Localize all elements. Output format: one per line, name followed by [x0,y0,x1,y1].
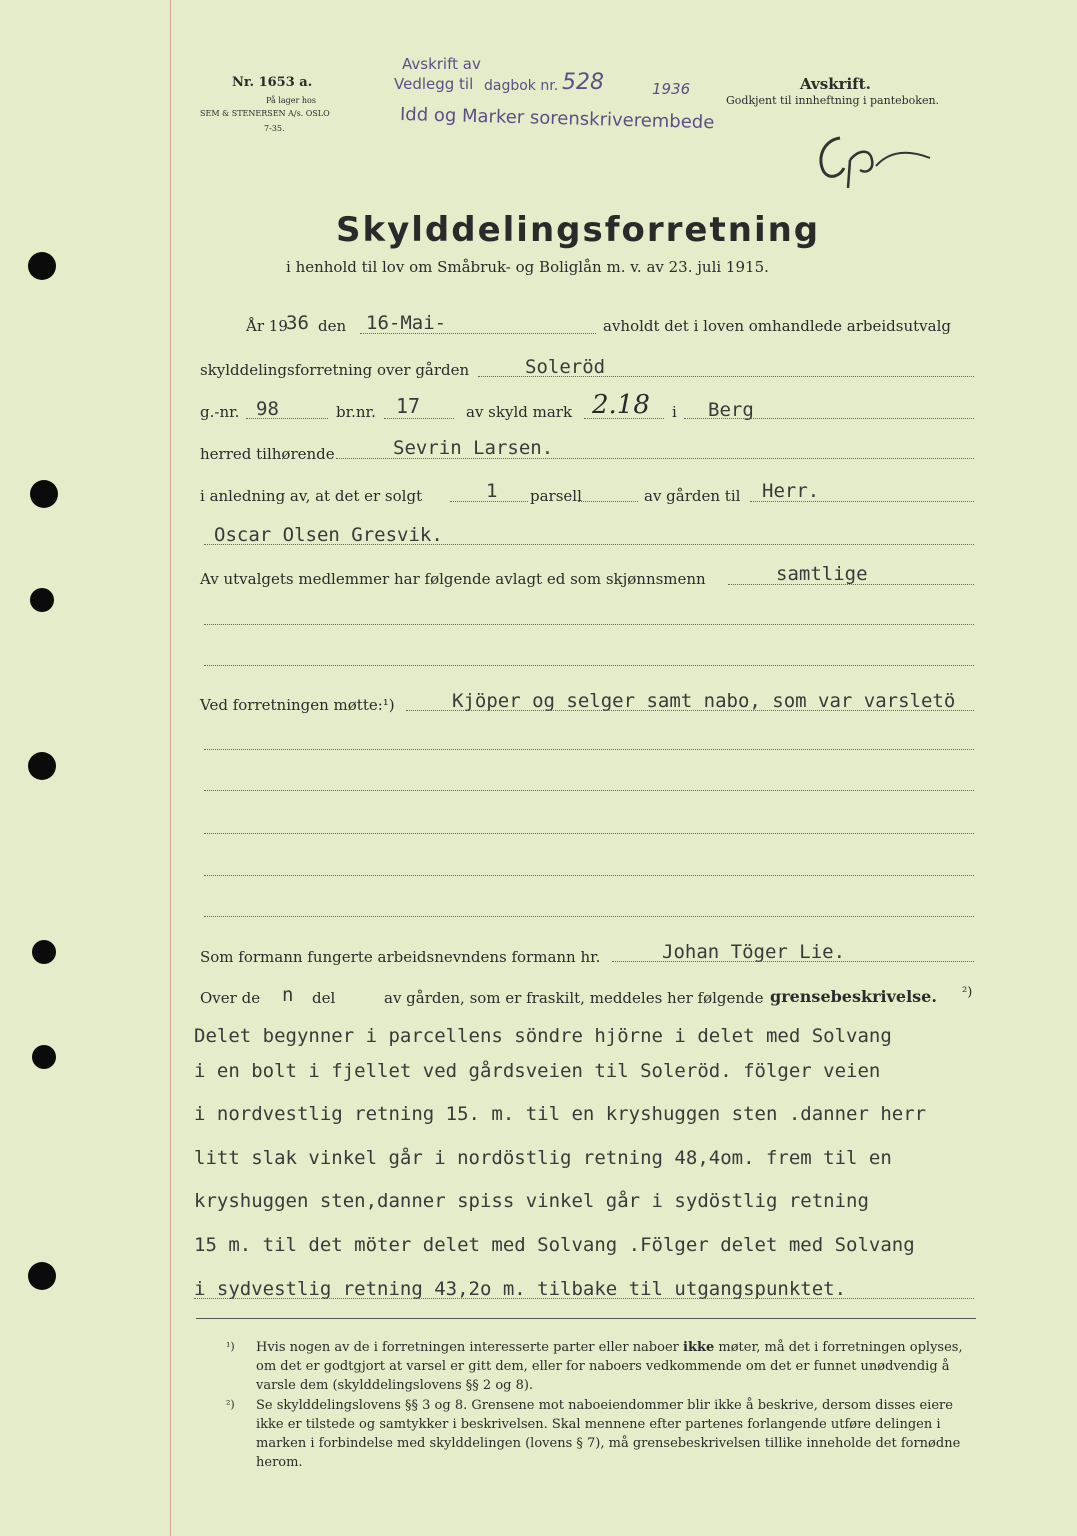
dotted-line [204,544,974,545]
skyld-label: av skyld mark [466,403,573,421]
dotted-line [194,1298,974,1299]
dotted-line [360,333,596,334]
dotted-line [204,749,974,750]
dotted-line [478,376,974,377]
description-line: Delet begynner i parcellens söndre hjörne i delet med Solvang [194,1025,892,1047]
footnote-2-mark: ²) [226,1398,235,1411]
i-label: i [672,403,677,421]
dotted-line [450,501,528,502]
signature-initials [810,120,950,190]
printer-date: 7-35. [264,124,285,133]
year-label: År 19 [246,317,288,335]
dotted-line [728,584,974,585]
punch-hole [28,1262,56,1290]
fraskilt-label: av gården, som er fraskilt, meddeles her følgende [384,989,764,1007]
margin-line [170,0,171,1536]
year-value: 36 [286,312,309,334]
formann-label: Som formann fungerte arbeidsnevndens formann hr. [200,948,601,966]
dotted-line [246,418,328,419]
dotted-line [204,624,974,625]
dotted-line [584,418,664,419]
del-label: del [312,989,336,1007]
footnote-1-text-a: Hvis nogen av de i forretningen interesserte parter eller naboer [256,1340,684,1355]
godkjent-label: Godkjent til innheftning i panteboken. [726,94,940,107]
date-value: 16-Mai- [366,312,447,334]
over-value: n [282,984,294,1006]
formann-value: Johan Töger Lie. [662,941,846,963]
footnote-separator [196,1318,976,1319]
punch-hole [28,752,56,780]
dotted-line [612,961,974,962]
punch-hole [30,480,58,508]
footnote-1-mark: ¹) [226,1340,235,1353]
anledning-label: i anledning av, at det er solgt [200,487,423,505]
stamp-number: 528 [562,70,604,95]
stamp-dagbok: dagbok nr. [484,78,559,94]
avskrift-label: Avskrift. [800,75,871,93]
footnote-2: Se skylddelingslovens §§ 3 og 8. Grensene mot naboeiendommer blir ikke å beskrive, dersom disses eiere ikke er tilstede og samtykker i beskrivelsen. Skal mennene efter partenes forlangende utføre delingen i marken i forbindelse med skylddelingen (lovens § 7), må grensebeskrivelsen tillike inneholde det fornødne herom. [256,1398,961,1470]
buyer-title: Herr. [762,480,820,502]
footnote-1 [256,1338,974,1395]
document-title: Skylddelingsforretning [336,210,821,250]
den-label: den [318,317,347,335]
gaarden-label: skylddelingsforretning over gården [200,361,470,379]
description-line: i nordvestlig retning 15. m. til en kryshuggen sten .danner herr [194,1103,927,1125]
description-line: kryshuggen sten,danner spiss vinkel går i sydöstlig retning [194,1190,869,1212]
motte-label: Ved forretningen møtte:¹) [200,696,395,714]
dotted-line [684,418,974,419]
punch-hole [32,1045,56,1069]
dotted-line [384,418,454,419]
av-gaarden-label: av gården til [644,487,741,505]
brnr-label: br.nr. [336,403,376,421]
dotted-line [204,790,974,791]
gaarden-value: Soleröd [525,356,606,378]
utvalgets-value: samtlige [776,563,868,585]
stamp-year: 1936 [652,80,691,98]
footnote-1-bold: ikke [683,1340,715,1355]
utvalgets-label: Av utvalgets medlemmer har følgende avlagt ed som skjønnsmenn [200,570,706,588]
gnr-label: g.-nr. [200,403,240,421]
stamp-office: Idd og Marker sorenskriverembede [399,104,715,134]
stamp-avskrift-av: Avskrift av [402,55,481,73]
avholdt-label: avholdt det i loven omhandlede arbeidsutvalg [603,317,951,335]
dotted-line [204,833,974,834]
brnr-value: 17 [396,394,421,418]
printer-note: På lager hos [266,96,316,105]
stamp-vedlegg-til: Vedlegg til [394,75,474,93]
buyer-name: Oscar Olsen Gresvik. [214,524,443,546]
grense-footnote-mark: ²) [962,985,973,1000]
description-line: 15 m. til det möter delet med Solvang .Fölger delet med Solvang [194,1234,915,1256]
description-line: i sydvestlig retning 43,2o m. tilbake til utgangspunktet. [194,1278,847,1300]
description-line: litt slak vinkel går i nordöstlig retning 48,4om. frem til en [194,1147,892,1169]
dotted-line [750,501,974,502]
owner-value: Sevrin Larsen. [393,437,554,459]
herred-label: herred tilhørende [200,445,335,463]
dotted-line [204,875,974,876]
dotted-line [204,916,974,917]
dotted-line [204,665,974,666]
punch-hole [28,252,56,280]
dotted-line [406,710,974,711]
dotted-line [578,501,638,502]
printer-name: SEM & STENERSEN A/s. OSLO [200,109,330,118]
footnote-1-text-b: møter, må det i forretningen oplyses, om det er godtgjort at varsel er gitt dem, eller for naboers vedkommende om det er funnet unødvendig å varsle dem (skylddelingslovens §§ 2 og 8). [256,1340,963,1393]
grense-label: grensebeskrivelse. [770,987,937,1006]
form-number: Nr. 1653 a. [232,75,313,90]
dotted-line [336,458,974,459]
parsell-value: 1 [486,480,498,502]
gnr-value: 98 [256,398,279,420]
punch-hole [30,588,54,612]
parsell-label: parsell [530,487,582,505]
herred-value: Berg [708,399,754,421]
document-subtitle: i henhold til lov om Småbruk- og Boliglån m. v. av 23. juli 1915. [286,258,769,276]
punch-hole [32,940,56,964]
over-label: Over de [200,989,261,1007]
description-line: i en bolt i fjellet ved gårdsveien til Soleröd. fölger veien [194,1060,881,1082]
motte-value: Kjöper og selger samt nabo, som var varsletö [452,690,956,712]
skyld-value: 2.18 [592,390,650,420]
